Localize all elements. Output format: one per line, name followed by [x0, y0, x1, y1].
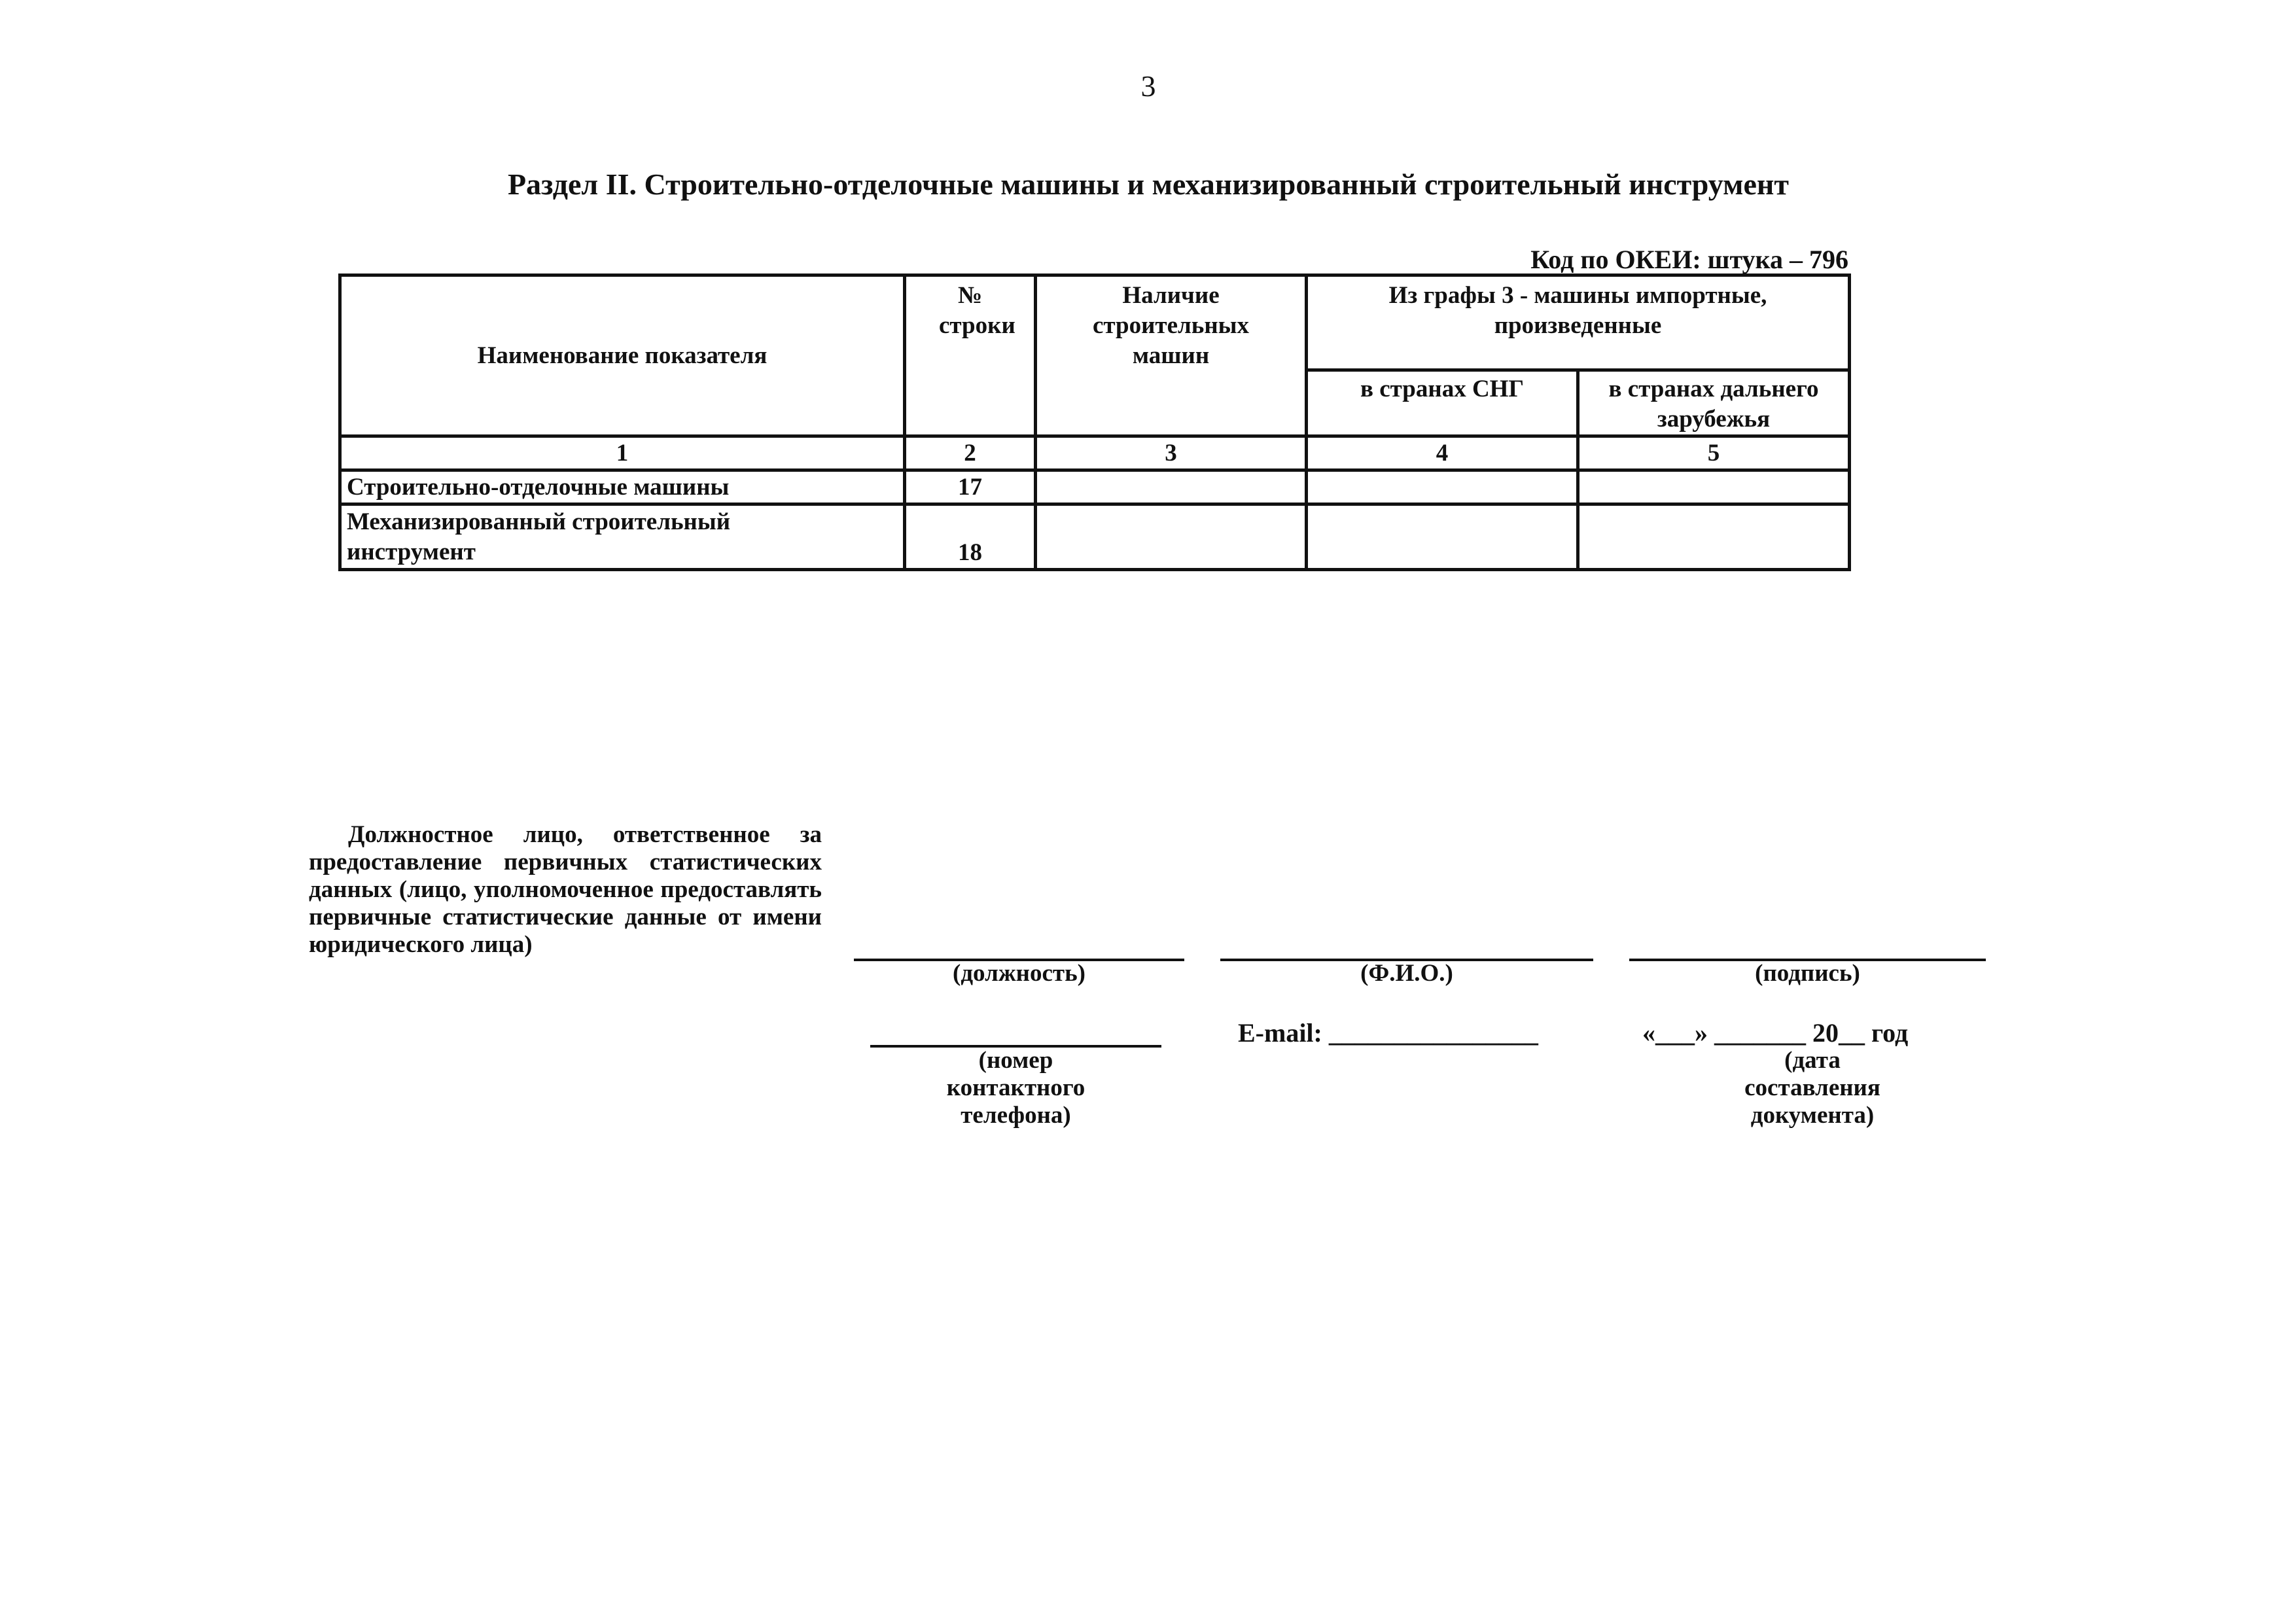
data-cell[interactable]	[1036, 504, 1307, 570]
signature-caption: (подпись)	[1755, 960, 1860, 987]
table-header-row	[340, 275, 1850, 370]
table-row	[340, 504, 1850, 570]
row-name: Механизированный строительный инструмент	[340, 504, 905, 570]
data-cell[interactable]	[1578, 504, 1850, 570]
header-availability: Наличие строительных машин	[1036, 275, 1307, 436]
fio-caption: (Ф.И.О.)	[1360, 960, 1453, 987]
page-number: 3	[1140, 69, 1156, 103]
position-caption: (должность)	[953, 960, 1085, 987]
data-cell[interactable]	[1036, 470, 1307, 504]
phone-caption: (номер контактного телефона)	[946, 1047, 1085, 1129]
email-field[interactable]: E-mail: ________________	[1238, 1018, 1538, 1048]
data-cell[interactable]	[1307, 470, 1578, 504]
date-field[interactable]: «___» _______ 20__ год	[1642, 1018, 1909, 1048]
header-cis: в странах СНГ	[1307, 370, 1578, 436]
header-indicator-name: Наименование показателя	[340, 275, 905, 436]
data-cell[interactable]	[1578, 470, 1850, 504]
row-number: 18	[905, 504, 1036, 570]
column-number: 5	[1578, 436, 1850, 470]
row-name: Строительно-отделочные машины	[340, 470, 905, 504]
column-number: 2	[905, 436, 1036, 470]
column-number: 3	[1036, 436, 1307, 470]
date-caption: (дата составления документа)	[1744, 1047, 1880, 1129]
header-far-abroad: в странах дальнего зарубежья	[1578, 370, 1850, 436]
section-title: Раздел II. Строительно-отделочные машины и механизированный строительный инструмент	[507, 168, 1790, 201]
column-number: 4	[1307, 436, 1578, 470]
column-numbers-row	[340, 436, 1850, 470]
row-number: 17	[905, 470, 1036, 504]
data-cell[interactable]	[1307, 504, 1578, 570]
data-table	[338, 274, 1851, 571]
table-row	[340, 470, 1850, 504]
header-imported-group: Из графы 3 - машины импортные, произведенные	[1307, 275, 1850, 370]
header-row-number: № строки	[905, 275, 1036, 436]
column-number: 1	[340, 436, 905, 470]
okei-code: Код по ОКЕИ: штука – 796	[1530, 245, 1848, 274]
responsible-person-text: Должностное лицо, ответственное за предоставление первичных статистических данных (лицо, уполномоченное предоставлять первичные статистические данные от имени юридического лица)	[309, 821, 822, 958]
